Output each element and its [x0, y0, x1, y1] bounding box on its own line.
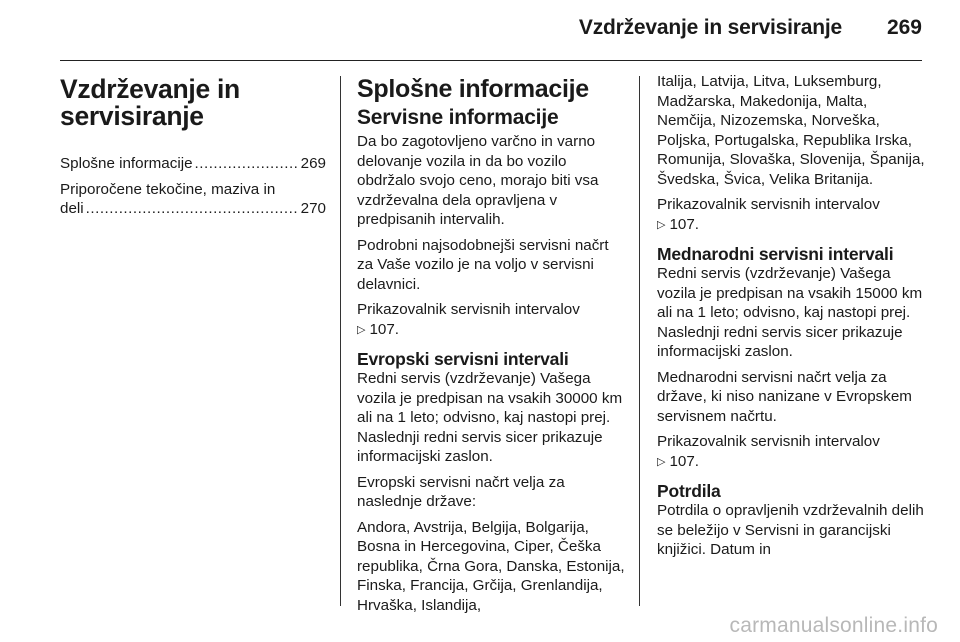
page-number: 269 [886, 16, 922, 39]
chapter-title: Vzdrževanje in servisiranje [60, 74, 240, 131]
reference-arrow-icon: ▷ [657, 455, 666, 468]
subheading-international: Mednarodni servisni intervali [657, 244, 894, 264]
toc-label: Priporočene tekočine, maziva in [60, 180, 276, 198]
subheading-receipts: Potrdila [657, 481, 721, 501]
paragraph: Evropski servisni načrt velja za naslednje države: [357, 473, 565, 510]
reference-text: Prikazovalnik servisnih intervalov [357, 301, 580, 318]
subheading-service-info: Servisne informacije [357, 106, 559, 129]
section-heading-general: Splošne informacije [357, 75, 589, 103]
column-divider [639, 76, 640, 606]
paragraph: Podrobni najsodobnejši servisni načrt za Vaše vozilo je na voljo v servisni delavnici. [357, 236, 609, 293]
toc-label-cont: deli [60, 200, 84, 217]
reference-arrow-icon: ▷ [357, 323, 366, 336]
right-column [657, 72, 925, 566]
reference-arrow-icon: ▷ [657, 218, 666, 231]
toc-leader-dots [86, 199, 299, 219]
reference-link[interactable]: 107. [669, 215, 700, 233]
reference-paragraph [657, 432, 925, 472]
toc-page: 269 [300, 155, 326, 172]
paragraph: Redni servis (vzdrževanje) Vašega vozila je predpisan na vsakih 15000 km ali na 1 leto; odvisno, kaj nastopi prej. Naslednji redni servis sicer prikazuje informacijski zaslon. [657, 265, 923, 360]
toc-label: Splošne informacije [60, 155, 193, 172]
paragraph: Da bo zagotovljeno varčno in varno delovanje vozila in da bo vozilo obdržalo svojo ceno, morajo biti vsa vzdrževalna dela opravljena v predpisanih intervalih. [357, 133, 599, 228]
reference-link[interactable]: 107. [369, 320, 400, 338]
reference-link[interactable]: 107. [669, 452, 700, 470]
paragraph: Potrdila o opravljenih vzdrževalnih delih se beležijo v Servisni in garancijski knjižici. Datum in [657, 502, 924, 558]
subheading-european: Evropski servisni intervali [357, 349, 569, 369]
left-column [60, 76, 326, 225]
paragraph: Andora, Avstrija, Belgija, Bolgarija, Bosna in Hercegovina, Ciper, Češka republika, Črna Gora, Danska, Estonija, Finska, Francija, Grčija, Grenlandija, Hrvaška, Islandija, [357, 518, 625, 614]
toc-entry-fluids[interactable] [60, 180, 326, 219]
reference-text: Prikazovalnik servisnih intervalov [657, 196, 880, 213]
toc-page: 270 [300, 200, 326, 217]
toc-entry-general[interactable] [60, 154, 326, 174]
page-header [60, 0, 922, 61]
column-divider [340, 76, 341, 606]
header-title: Vzdrževanje in servisiranje [578, 16, 842, 39]
paragraph: Mednarodni servisni načrt velja za države, ki niso nanizane v Evropskem servisnem načrtu. [657, 368, 912, 425]
reference-paragraph [657, 195, 925, 235]
middle-column [357, 76, 625, 621]
paragraph: Redni servis (vzdrževanje) Vašega vozila je predpisan na vsakih 30000 km ali na 1 leto; odvisno, kaj nastopi prej. Naslednji redni servis sicer prikazuje informacijski zaslon. [357, 370, 623, 465]
watermark: carmanualsonline.info [729, 614, 938, 637]
reference-paragraph [357, 300, 625, 340]
reference-text: Prikazovalnik servisnih intervalov [657, 433, 880, 450]
paragraph: Italija, Latvija, Litva, Luksemburg, Madžarska, Makedonija, Malta, Nemčija, Nizozemska, Norveška, Poljska, Portugalska, Republika Irska, Romunija, Slovaška, Slovenija, Španija, Švedska, Švica, Velika Britanija. [657, 73, 925, 188]
toc-leader-dots [195, 154, 299, 174]
